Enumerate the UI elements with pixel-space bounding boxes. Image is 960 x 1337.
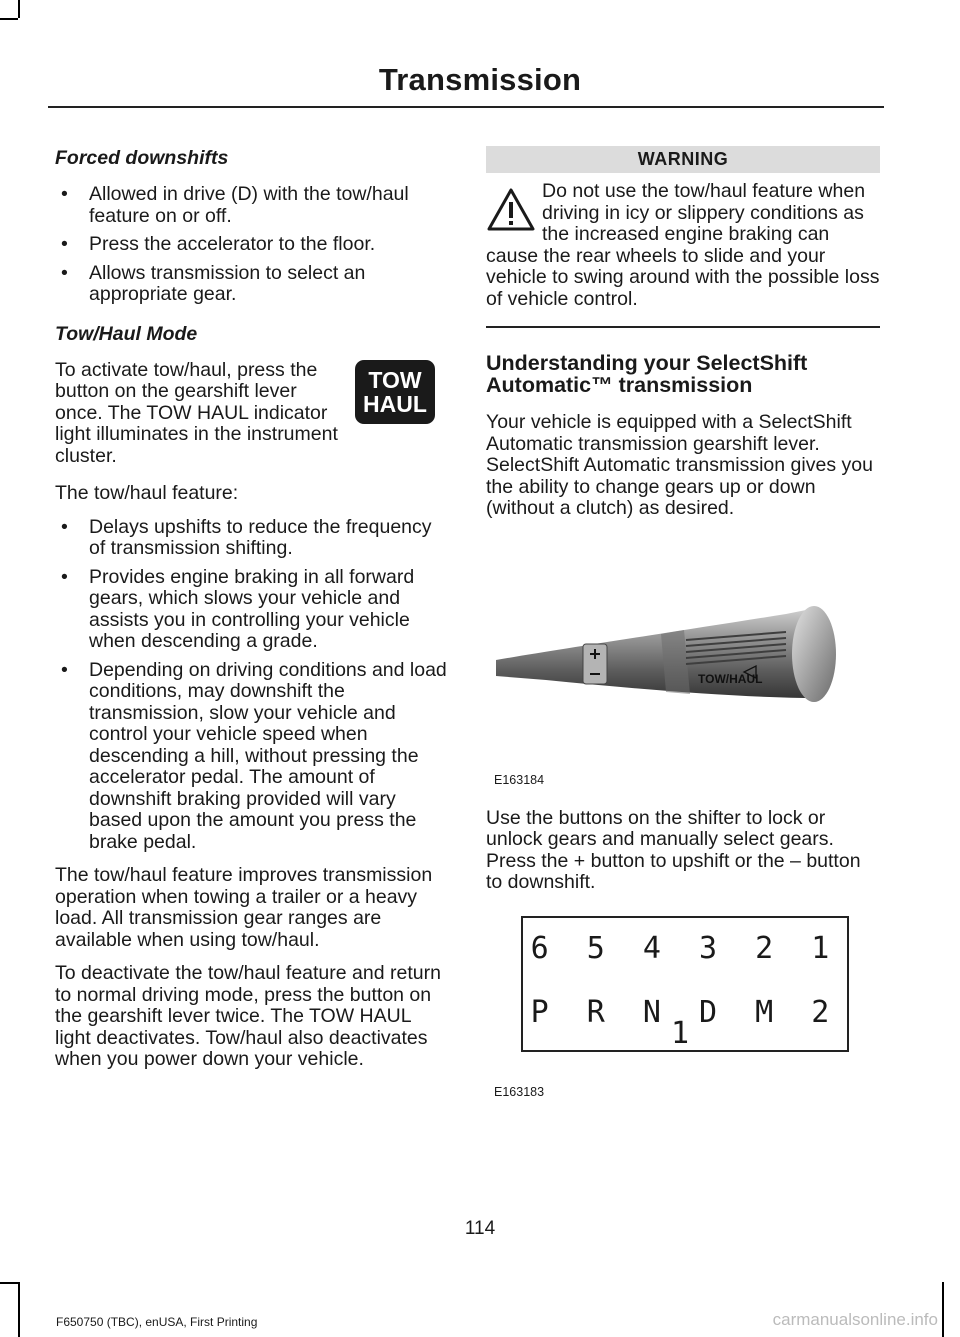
list-item: • Press the accelerator to the floor. <box>55 234 447 256</box>
tow-haul-para1: The tow/haul feature improves transmission operation when towing a trailer or a heavy load. All transmission gear ranges are available when using tow/haul. <box>55 864 433 951</box>
tow-haul-intro: To activate tow/haul, press the button on the gearshift lever once. The TOW HAUL indicator light illuminates in the instrument cluster. <box>55 358 338 467</box>
gearshift-lever-figure <box>486 548 880 798</box>
selectshift-para2: Use the buttons on the shifter to lock or unlock gears and manually select gears. Press the + button to upshift or the – button to downshift. <box>486 806 861 893</box>
figure-caption: E163183 <box>494 1084 545 1099</box>
tow-haul-para2: To deactivate the tow/haul feature and return to normal driving mode, press the button on the gearshift lever twice. The TOW HAUL light deactivates. Tow/haul also deactivates when you power down your vehicle. <box>55 962 441 1070</box>
footer-text: F650750 (TBC), enUSA, First Printing <box>56 1315 258 1329</box>
crop-mark <box>18 1282 20 1337</box>
page-number: 114 <box>464 1218 496 1239</box>
tow-haul-lever-label: TOW/HAUL <box>698 671 763 686</box>
gear-numbers-row: 6 5 4 3 2 1 <box>530 930 840 966</box>
gear-display-figure <box>486 916 880 1106</box>
list-item: • Provides engine braking in all forward gears, which slows your vehicle and assists you in controlling your vehicle when descending a grade. <box>55 567 447 653</box>
list-item: • Allows transmission to select an appropriate gear. <box>55 263 447 306</box>
watermark: carmanualsonline.info <box>772 1310 938 1329</box>
crop-mark <box>18 0 20 18</box>
warning-text: Do not use the tow/haul feature when driving in icy or slippery conditions as the increased engine braking can cause the rear wheels to slide and your vehicle to swing around with the possible loss of vehicle control. <box>486 180 880 310</box>
tow-haul-icon-line2: HAUL <box>363 390 427 417</box>
warning-triangle-icon <box>486 187 536 233</box>
gear-letters-row: P R N D M 2 1 <box>530 994 840 1051</box>
tow-haul-feature-list <box>55 517 447 854</box>
tow-haul-heading: Tow/Haul Mode <box>55 322 198 345</box>
crop-mark <box>0 1282 18 1284</box>
warning-header: WARNING <box>486 146 880 173</box>
tow-haul-feature-label: The tow/haul feature: <box>55 482 239 504</box>
warning-divider <box>486 326 880 328</box>
list-item: • Depending on driving conditions and load conditions, may downshift the transmission, slow your vehicle and control your vehicle speed when descending a hill, without pressing the accelerator pedal. The amount of downshift braking provided will vary based upon the amount you press the brake pedal. <box>55 660 447 854</box>
left-column <box>55 146 447 1083</box>
list-item: • Allowed in drive (D) with the tow/haul feature on or off. <box>55 184 447 227</box>
header-divider <box>48 106 884 108</box>
figure-caption: E163184 <box>494 772 545 787</box>
right-column <box>486 146 880 1106</box>
tow-haul-icon <box>355 360 435 424</box>
tow-haul-icon-line1: TOW <box>368 366 422 393</box>
page-title: Transmission <box>378 62 582 97</box>
selectshift-heading: Understanding your SelectShift Automatic™ transmission <box>486 351 808 397</box>
list-item: • Delays upshifts to reduce the frequency of transmission shifting. <box>55 517 447 560</box>
gearshift-lever-illustration <box>486 548 880 763</box>
selectshift-para1: Your vehicle is equipped with a SelectShift Automatic transmission gearshift lever. SelectShift Automatic transmission gives you the ability to change gears up or down (without a clutch) as desired. <box>486 411 873 519</box>
warning-box <box>486 181 880 310</box>
crop-mark <box>942 1282 944 1337</box>
forced-downshifts-list <box>55 184 447 306</box>
forced-downshifts-heading: Forced downshifts <box>55 147 229 169</box>
gear-display-box <box>521 916 849 1052</box>
crop-mark <box>0 18 18 20</box>
